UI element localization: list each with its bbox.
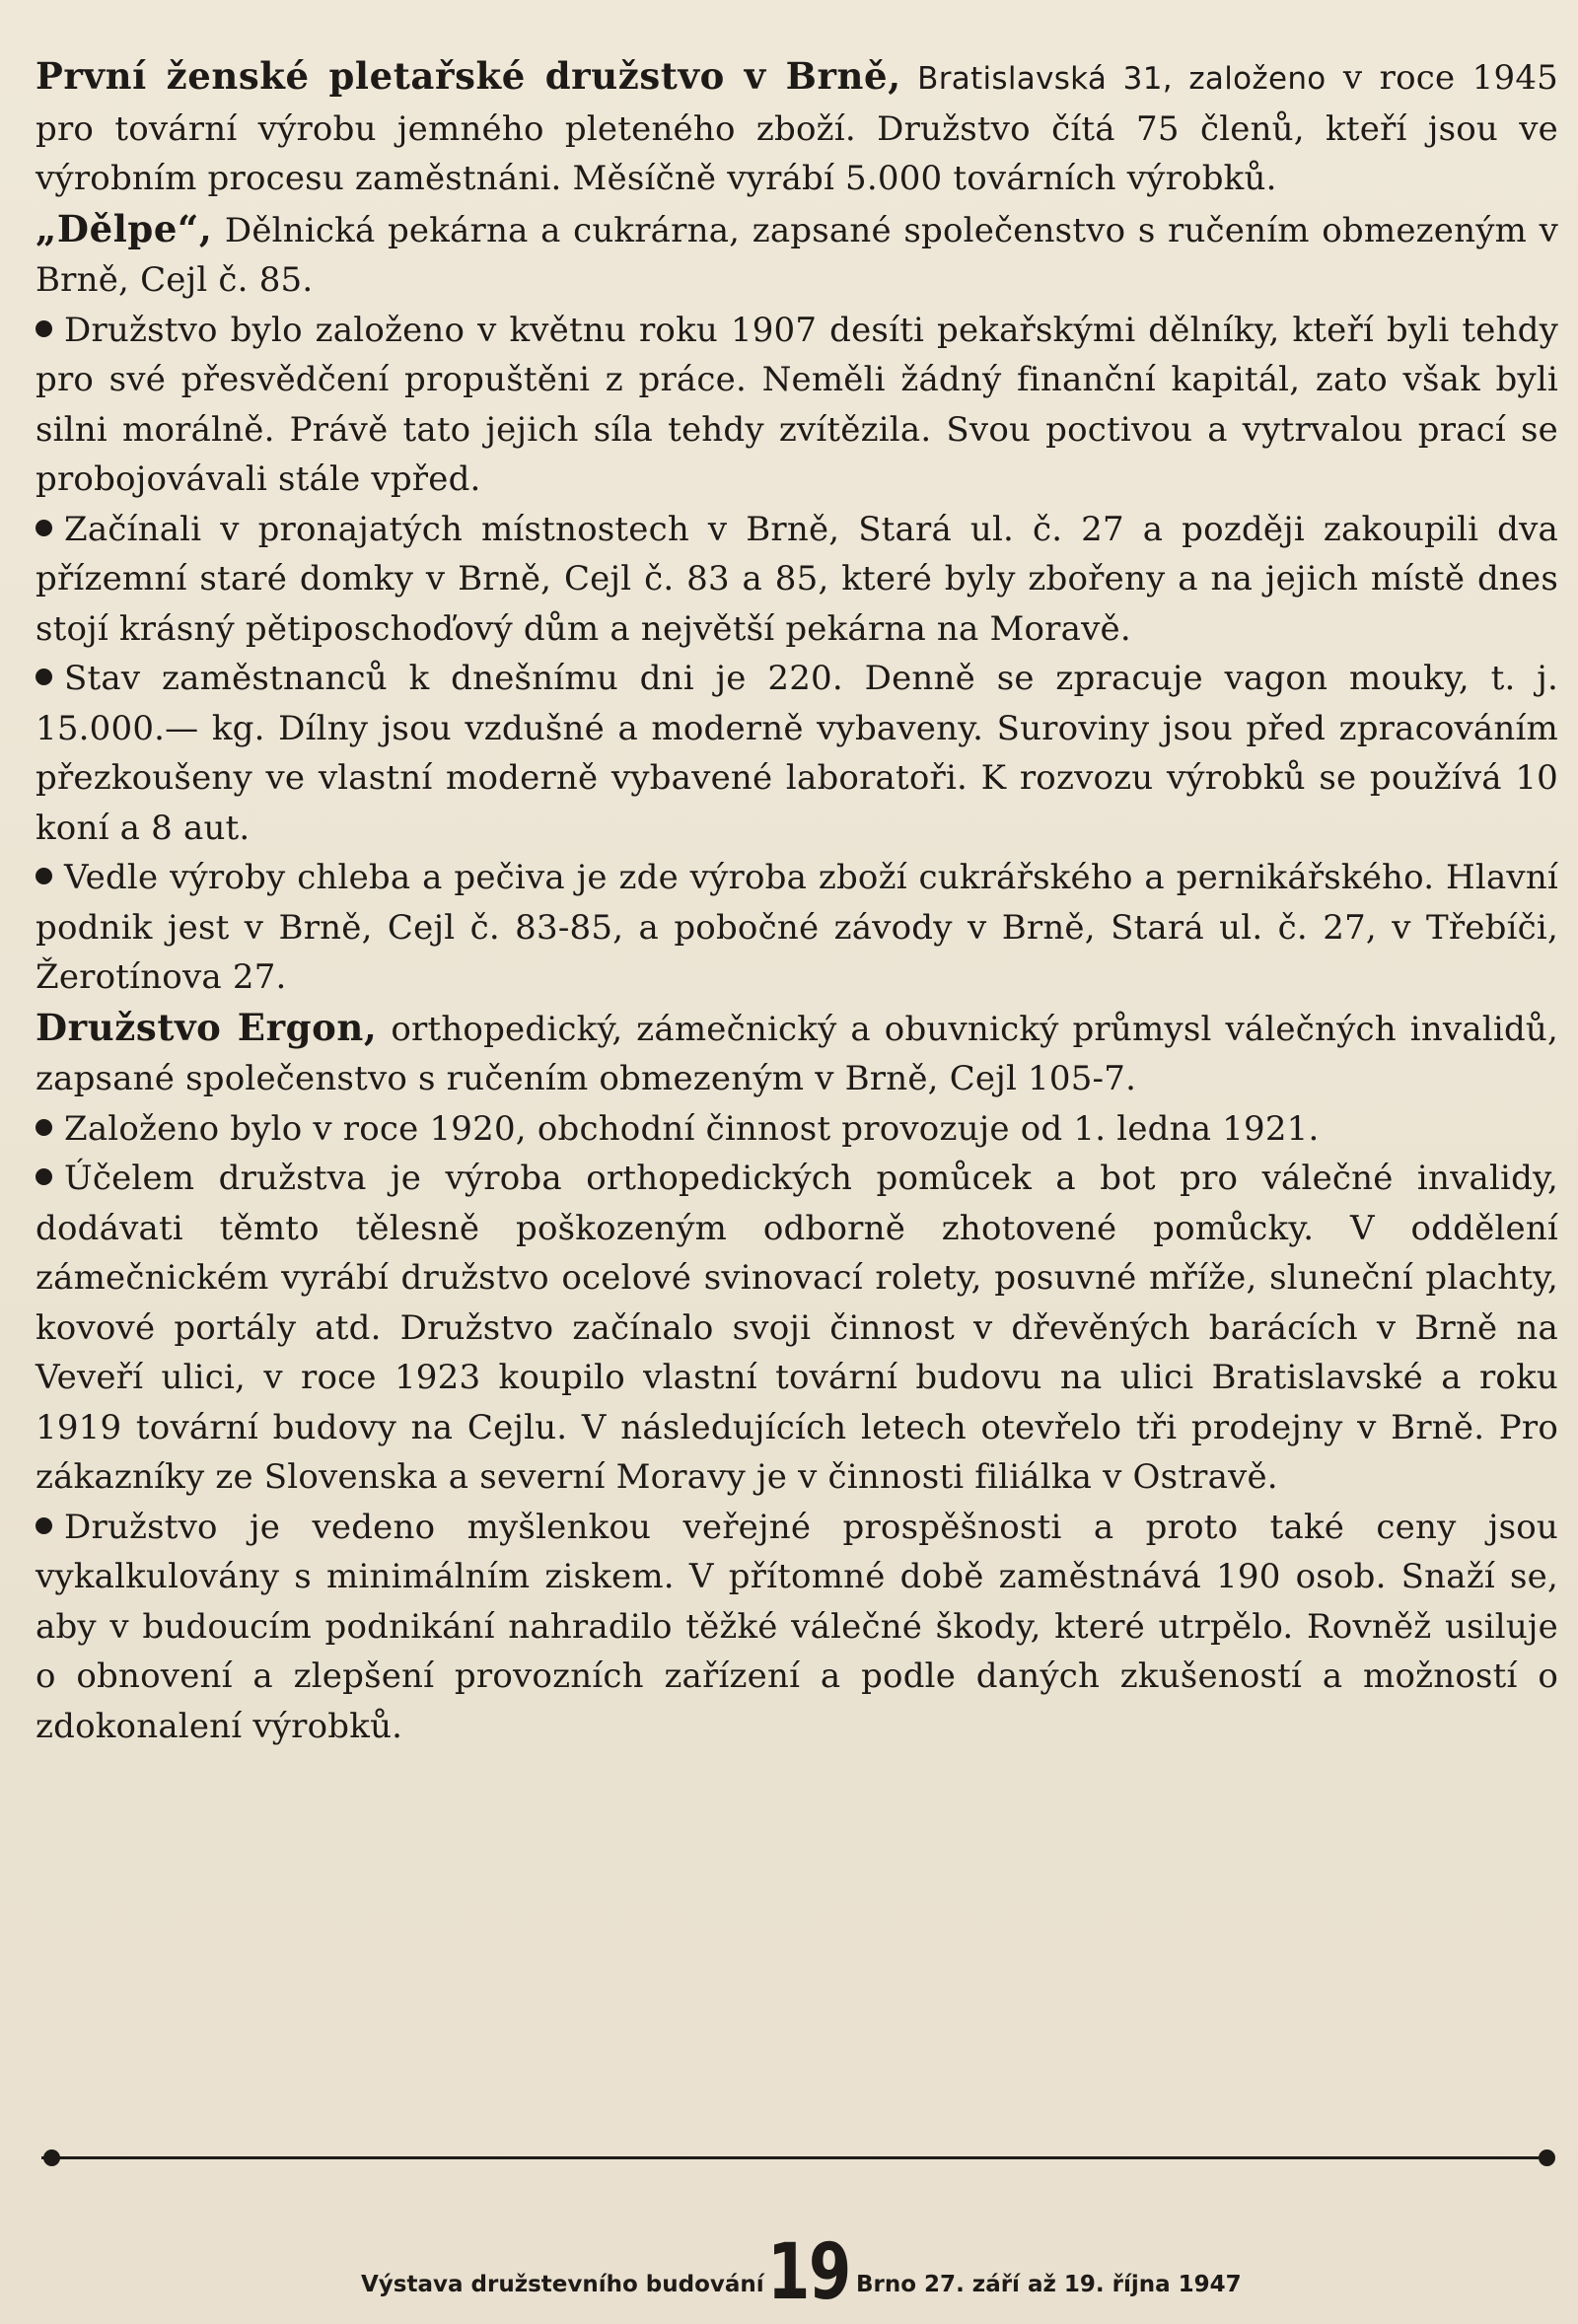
bullet-icon bbox=[36, 669, 52, 685]
entry-delpe bbox=[36, 204, 1558, 306]
paragraph: Vedle výroby chleba a pečiva je zde výroba zboží cukrářského a pernikářského. Hlavní podnik jest v Brně, Cejl č. 83-85, a pobočné závody v Brně, Stará ul. č. 27, v Třebíči, Žerotínova 27. bbox=[36, 858, 1558, 997]
paragraph: Začínali v pronajatých místnostech v Brně, Stará ul. č. 27 a později zakoupili dva přízemní staré domky v Brně, Cejl č. 83 a 85, které byly zbořeny a na jejich místě dnes stojí krásný pětiposchoďový dům a největší pekárna na Moravě. bbox=[36, 509, 1558, 649]
bullet-icon bbox=[36, 320, 52, 337]
paragraph: Účelem družstva je výroba orthopedických pomůcek a bot pro válečné invalidy, dodávati těmto tělesně poškozeným odborně zhotovené pomůcky. V oddělení zámečnickém vyrábí družstvo ocelové svinovací rolety, posuvné mříže, sluneční plachty, kovové portály atd. Družstvo začínalo svoji činnost v dřevěných barácích v Brně na Veveří ulici, v roce 1923 koupilo vlastní tovární budovu na ulici Bratislavské a roku 1919 tovární budovy na Cejlu. V následujících letech otevřelo tři prodejny v Brně. Pro zákazníky ze Slovenska a severní Moravy je v činnosti filiálka v Ostravě. bbox=[36, 1159, 1558, 1497]
paragraph: Družstvo je vedeno myšlenkou veřejné prospěšnosti a proto také ceny jsou vykalkulovány s minimálním ziskem. V přítomné době zaměstnává 190 osob. Snaží se, aby v budoucím podnikání nahradilo těžké válečné škody, které utrpělo. Rovněž usiluje o obnovení a zlepšení provozních zařízení a podle daných zkušeností a možností o zdokonalení výrobků. bbox=[36, 1507, 1558, 1746]
entry-body: v roce 1945 pro tovární výrobu jemného pleteného zboží. Družstvo čítá 75 členů, kteří jsou ve výrobním procesu zaměstnáni. Měsíčně vyrábí 5.000 továrních výrobků. bbox=[36, 58, 1558, 198]
entry-pletarske-druzstvo bbox=[36, 51, 1558, 204]
bullet-icon bbox=[36, 1517, 52, 1534]
divider-rule bbox=[41, 2156, 1539, 2159]
entry-heading: „Dělpe“, bbox=[36, 206, 213, 250]
paragraph: Družstvo bylo založeno v květnu roku 1907 desíti pekařskými dělníky, kteří byli tehdy pro své přesvědčení propuštěni z práce. Neměli žádný finanční kapitál, zato však byli silni morálně. Právě tato jejich síla tehdy zvítězila. Svou poctivou a vytrvalou prací se probojovávali stále vpřed. bbox=[36, 310, 1558, 499]
bullet-icon bbox=[36, 868, 52, 884]
bullet-icon bbox=[36, 1119, 52, 1136]
footer-dates: Brno 27. září až 19. října 1947 bbox=[856, 2272, 1242, 2297]
page-footer bbox=[0, 2228, 1578, 2317]
rule-end-dot-icon bbox=[43, 2149, 60, 2166]
entry-heading: Družstvo Ergon, bbox=[36, 1005, 378, 1049]
rule-end-dot-icon bbox=[1539, 2149, 1555, 2166]
entry-lead: orthopedický, zámečnický a obuvnický průmysl válečných invalidů, zapsané společenstvo s ručením obmezeným v Brně, Cejl 105-7. bbox=[36, 1009, 1559, 1098]
entry-lead: Bratislavská 31, založeno bbox=[900, 61, 1327, 97]
bullet-icon bbox=[36, 1168, 52, 1185]
paragraph: Založeno bylo v roce 1920, obchodní činnost provozuje od 1. ledna 1921. bbox=[36, 1104, 1558, 1155]
bullet-icon bbox=[36, 520, 52, 536]
entry-heading: První ženské pletařské družstvo v Brně, bbox=[36, 54, 901, 98]
page-number: 19 bbox=[767, 2228, 850, 2317]
article-text bbox=[36, 51, 1558, 1751]
entry-ergon bbox=[36, 1003, 1558, 1104]
footer-exhibition-title: Výstava družstevního budování bbox=[361, 2272, 764, 2297]
paragraph: Stav zaměstnanců k dnešnímu dni je 220. Denně se zpracuje vagon mouky, t. j. 15.000.— kg. Dílny jsou vzdušné a moderně vybaveny. Suroviny jsou před zpracováním přezkoušeny ve vlastní moderně vybavené laboratoři. K rozvozu výrobků se používá 10 koní a 8 aut. bbox=[36, 659, 1558, 848]
entry-lead: Dělnická pekárna a cukrárna, zapsané společenstvo s ručením obmezeným v Brně, Cejl č. 85. bbox=[36, 210, 1558, 300]
